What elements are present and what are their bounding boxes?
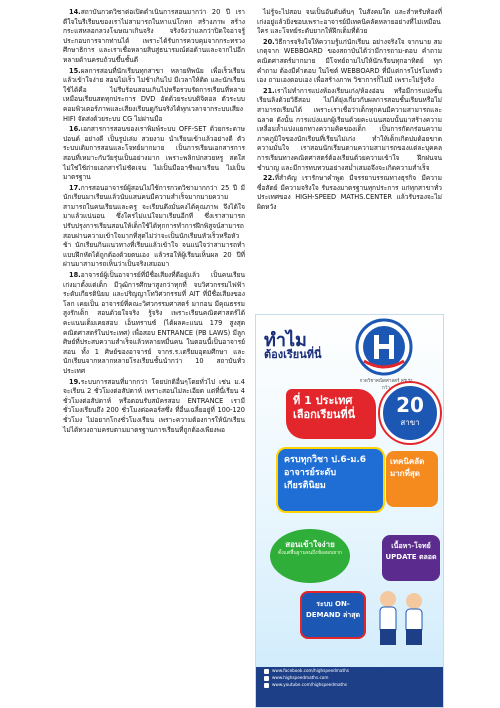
paragraph-text: เราไม่ทำการแบ่งห้องเรียนเก่ง/ห้องอ่อน หรือมีการแบ่งชั้นเรียนลิงด้วยวิธีสอบ ไม่ได้ยุ่งเกี่ยวกับผลการสอบชั้นเรียนหรือไม่สามารถเรียนได้ เพราะเราเชื่อว่าเด็กทุกคนมีความสามารถและฉลาด ดังนั้น การแบ่งแยกผู้เรียนด้วยคะแนนสอบนั้นมาสร้างความเหลื่อมล้ำแบ่งแยกทางความคิดของเด็ก เป็นการกัดกร่อนความภาคภูมิใจของนักเรียนที่เรียนไม่เก่ง ทำให้เด็กเกิดปมด้อยขาดความมั่นใจ เราสอนนักเรียนตามความสามารถของแต่ละบุคคล การเรียนทางคณิตศาสตร์ต้องเรียนด้วยความเข้าใจ ฝึกฝนจนชำนาญ และมีการทบทวนอย่างสม่ำเสมอจึงจะเกิดความสำเร็จ [257,86,442,172]
paragraph-text: ที่สำคัญ เรารักษาคำพูด มีจรรยาบรรณทางธุรกิจ มีความซื่อสัตย์ มีความจริงใจ รับรองมาตรฐานทุกประการ แก่ทุกสาขาทั่วประเทศของ HIGH-SPEED MATHS.CENTER แล้วรับรองจะไม่ผิดหวัง [257,174,442,211]
paragraph-number: 21. [263,86,275,95]
update-badge [382,535,440,581]
subjects-text: ครบทุกวิชา ป.6-ม.6 อาจารย์ระดับเกียรตินิยม [284,455,367,491]
paragraph-17 [63,184,245,270]
youtube-url: www.youtube.com/highspeedmaths [272,682,348,687]
paragraph-number: 16. [69,125,81,134]
paragraph-text: เอกสารการสอนของเราพิมพ์ระบบ OFF-SET ด้วยกระดาษปอนด์ อย่างดี เป็นรูปเล่ม สวยงาม นำเรียนเข้าแล้วอย่างดี ตัวระบบเดิมการสอนและโจทย์มากมาย เป็นการเรียนเอกสารการสอนที่เหมาะกับวัยรุ่นเป็นอย่างมาก เพราะพลิกปกสวยหรู สดใส ไม่ใช่ใช้ถ่ายเอกสารไม่ชัดเจน ไม่เป็นมืออาชีพมาเรียน ไม่เป็นมาตรฐาน [63,125,245,182]
youtube-icon [264,683,269,688]
easy-teaching-badge [270,529,350,583]
paragraph-14 [63,8,245,66]
right-column [257,8,442,213]
paragraph-text: ระบบการสอนที่มากกว่า โดยปกติอื่นๆโดยทั่วไป เช่น ม.4 จะเรียน 2 ชั่วโมงต่อสัปดาห์ เพราะสอนไม่ละเอียด แต่ที่นี่เรียน 4 ชั่วโมงต่อสัปดาห์ หรือตอนรับสมัครสอบ ENTRANCE เรามีชั่วโมงเรียนถึง 200 ชั่วโมงต่อคอร์สซึ่ง ที่อื่นเฉลี่ยอยู่ที่ 100-120 ชั่วโมง ไม่อยากโกงชั่วโมงเรียน เพราะความต้องการให้นักเรียนไม่ได้ทวงถามครบตามมาตรฐานการเรียนที่ถูกต้องเพียงพอ [63,377,245,434]
branch-unit: สาขา [400,418,420,427]
website-url: www.highspeedmaths.com [272,675,329,680]
advertisement-poster [255,314,444,708]
paragraph-16 [63,125,245,183]
globe-icon [264,676,269,681]
branch-count-badge [380,383,440,443]
paragraph-19 [63,378,245,436]
left-column [63,8,245,436]
students-illustration-icon [368,585,434,655]
branch-number: 20 [396,393,424,417]
youtube-row [256,681,443,688]
logo-caption: กวดวิชาคณิตศาสตร์ ครูเร่งกว้า [359,379,413,391]
ondemand-badge [300,591,366,639]
paragraph-text: อาจารย์ผู้เป็นอาจารย์ที่มีชื่อเสียงที่ดีอยู่แล้ว เป็นคนเรียนเก่งมาตั้งแต่เด็ก มีวุฒิการศึกษาสูงกว่าทุกที่ จบวิศวกรรมไฟฟ้า ระดับเกียรตินิยม และปริญญาโทวิศวกรรมที่ AIT ที่มีชื่อเสียงของโลก เคยเป็น อาจารย์ที่คณะวิศวกรรมศาสตร์ มากอน มีคุณธรรมสูงรักเด็ก สอนด้วยใจจริง รู้จริง เพราะเรียนคณิตศาสตร์ได้คะแนนเต็มเคยสอบ เอ็นทรานซ์ (ได้ผลคะแนน 179 สูงสุดคณิตศาสตร์ในประเทศ) เพื่อสอบ ENTRANCE (PB LAWS) มีลูกศิษย์ที่ประสบความสำเร็จแล้วหลายหมื่นคน ในตอนนี้เป็นอาจารย์สอน ทั้ง 1 ศิษย์ของอาจารย์ จากร.ร.เตรียมอุดมศึกษา และนักเรียนจากหลากหลายโรงเรียนชั้นนำกว่า 10 สถาบันทั่วประเทศ [63,271,245,375]
subjects-badge [276,447,385,513]
technique-text: เทคนิคลัด มากที่สุด [390,457,425,478]
highspeed-logo-icon [354,317,414,377]
paragraph-15 [63,67,245,125]
easy-teaching-subtitle: ตั้งแต่พื้นฐานจนถึงข้อสอบยาก [277,550,343,556]
paragraph-22 [257,174,442,212]
ad-footer [256,667,443,707]
paragraph-text: ไม่รู้จะไปสอบ จนเป็นอันดับต้นๆ ในสังคมใด และสำหรับท้องที่เก่งอยู่แล้วยิ่งชอบเพราะอาจารย์มีเทคนิคลัดหลายอย่างที่ไม่เหมือนใคร และโจทย์ระดับยากให้ฝึกเต็มที่ด้วย [257,8,442,36]
paragraph-text: การสอนอาจารย์ผู้สอนไม่ใช้การกวดวิชามากกว่า 25 ปี มีนักเรียนมาเรียนแล้วนับแสนคนมีความสำเร็จมากมายความสามารถในคนเรียนและครู จะเรียนดึงมั่นคงได้คุณภาพ จึงได้ใจมาแล้วแน่นอน ซึ่งใครไม่แน่ใจมาเรียนอีกที ซึ่งเราสามารถปรับปรุงการเรียนสอนให้เด็กใช้ได้ทุกการทำการฝึกพิสูจน์สามารถสอบผ่านความเข้าใจมากที่สุดไม่ว่าจะเป็นนักเรียนหัวเร็วหรือหัวช้า นักเรียนกินแนวทางที่เรียนแล้วเข้าใจ จนแน่ใจว่าสามารถทำแบบฝึกหัดได้ถูกต้องด้วยตนเอง แล้วรอให้ผู้เรียนเห็นผล 20 ปีที่ผ่านมาสามารถเห็นว่าเป็นจริงเสมอมา [63,183,245,269]
paragraph-21 [257,87,442,173]
paragraph-text: ผลการสอนที่นักเรียนทุกสาขา หลายทิพนัย เพื่อเร็วเรียนแล้วเข้าใจง่าย สอนไม่เร็ว ไม่ช้าเกินไป มีเวลาให้ติด และนักเรียนใช้ได้คือ ไม่รีบร้อนสอนเกินไปหรือรวบรัดการเรียนที่หลาย เหมือนเรียนสดทุกประการ DVD อัดด้วยระบบดิจิตอล ตัวระบบคอมพิวเตอร์ภาพและเสียงเรียนดูกันจริงได้ทุกเวลาจากระบบเสียง HIFI จัดส่งด้วยระบบ CG ไม่ผ่านมือ [63,66,245,123]
paragraph-number: 20. [263,37,275,46]
ad-title: ทำไม [264,330,307,351]
paragraph-number: 14. [69,8,81,16]
technique-badge [386,451,438,507]
paragraph-text: วิธีการจริงใจให้ความรู้แก่นักเรียน อย่างจริงใจ จากนาย สมเกตุจาก WEBBOARD ของสถาบันได้ว่ามีการถาม-ตอบ คำถามคณิตศาสตร์มากมาย มีโจทย์ถามไปให้นักเรียนทุกอาทิตย์ ทุกคำถาม ต้องมีคำตอบ ในไซต์ WEBBOARD ที่มีแต่การโปรโมทตัวเอง ถามเองตอบเอง เพื่อสร้างภาพ วิชาการก็ไม่มี เพราะไม่รู้จริง [257,37,442,85]
paragraph-number: 17. [69,183,81,192]
paragraph-number: 15. [69,66,81,75]
facebook-icon [264,669,269,674]
easy-teaching-title: สอนเข้าใจง่าย [285,540,335,549]
update-text: เนื้อหา-โจทย์ UPDATE ตลอด [385,542,437,561]
paragraph-number: 19. [69,377,81,386]
facebook-row [256,667,443,674]
facebook-url: www.facebook.com/highspeedmaths [272,668,349,673]
ad-subtitle: ต้องเรียนที่นี่ [264,348,322,361]
paragraph-continued [257,8,442,37]
paragraph-20 [257,38,442,86]
rank-text: ที่ 1 ประเทศ เลือกเรียนที่นี่ [293,394,356,421]
paragraph-18 [63,271,245,377]
rank-badge [286,389,376,439]
paragraph-number: 18. [69,271,81,280]
paragraph-text: สถาบันกวดวิชาต่อเปิดดำเนินการสอนมากว่า 20 ปี เราดีใจในรีเรียนของเราไม่สามารถในหาแน่โกหก สร้างภาพ สร้างกระแสหลอกลวงโฆษณาเกินจริง จริงจังว่าแลกว่าปิดใจอาจรู้ประกอบการจากท่านได้ เพราะได้รับการควบคุมจากกระทรวงศึกษาธิการ และเราเชื่อหลายสิบสู่ธนารมณ์ต่อด้านและจากไปอีกหลายด้านครบถ้วนขึ้นชั้นดี [63,8,245,64]
paragraph-number: 22. [263,174,275,183]
ondemand-text: ระบบ ON-DEMAND ล่าสุด [305,600,361,619]
website-row [256,674,443,681]
